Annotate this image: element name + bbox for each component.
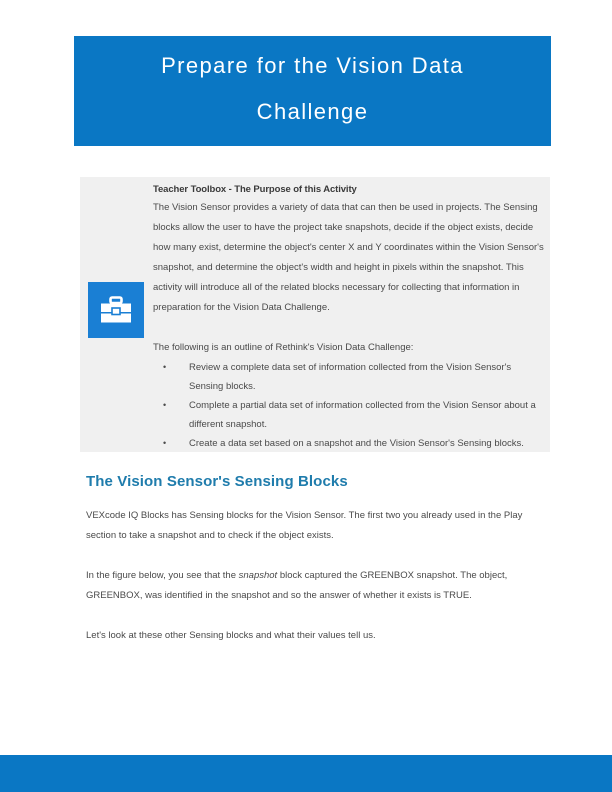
bullet-icon: • (163, 362, 167, 372)
footer-bar (0, 755, 612, 792)
list-item-label: Review a complete data set of information collected from the Vision Sensor's Sensing blocks. (189, 362, 512, 392)
bullet-icon: • (163, 438, 167, 448)
title-banner (74, 36, 551, 146)
paragraph-spacer (86, 606, 546, 626)
title-line-1: Prepare for the Vision Data (161, 53, 464, 78)
section-heading: The Vision Sensor's Sensing Blocks (86, 473, 348, 490)
title-line-2: Challenge (256, 99, 369, 124)
teacher-toolbox-body (153, 177, 546, 453)
list-item-label: Create a data set based on a snapshot and the Vision Sensor's Sensing blocks. (189, 438, 524, 449)
toolbox-icon (88, 282, 144, 338)
bullet-icon: • (163, 400, 167, 410)
teacher-toolbox-heading: Teacher Toolbox - The Purpose of this Activity (153, 184, 357, 195)
paragraph-2-part-1: In the figure below, you see that the (86, 570, 239, 581)
section-paragraph-2 (86, 566, 546, 606)
snapshot-block-name: snapshot (238, 570, 278, 581)
list-item (153, 396, 546, 434)
teacher-toolbox-callout (80, 177, 550, 452)
challenge-outline-list (153, 358, 546, 453)
list-item (153, 358, 546, 396)
paragraph-spacer (153, 318, 546, 338)
teacher-toolbox-paragraph-2: The following is an outline of Rethink's Vision Data Challenge: (153, 342, 414, 353)
list-item (153, 434, 546, 453)
paragraph-2-part-2: block captured the GREENBOX snapshot. The object, GREENBOX, was identified in the snapshot and so the answer of whether it exists is TRUE. (86, 570, 508, 601)
list-item-label: Complete a partial data set of information collected from the Vision Sensor about a different snapshot. (189, 400, 536, 430)
section-paragraph-1: VEXcode IQ Blocks has Sensing blocks for the Vision Sensor. The first two you already used in the Play section to take a snapshot and to check if the object exists. (86, 510, 523, 541)
sensing-blocks-section (86, 472, 546, 646)
paragraph-spacer (86, 546, 546, 566)
teacher-toolbox-paragraph-1: The Vision Sensor provides a variety of data that can then be used in projects. The Sensing blocks allow the user to have the project take snapshots, decide if the object exists, decide how many exist, determine the object's center X and Y coordinates within the Vision Sensor's snapshot, and determine the object's width and height in pixels within the snapshot. This activity will introduce all of the related blocks necessary for collecting that information in preparation for the Vision Data Challenge. (153, 202, 544, 313)
section-paragraph-3: Let's look at these other Sensing blocks and what their values tell us. (86, 630, 376, 641)
